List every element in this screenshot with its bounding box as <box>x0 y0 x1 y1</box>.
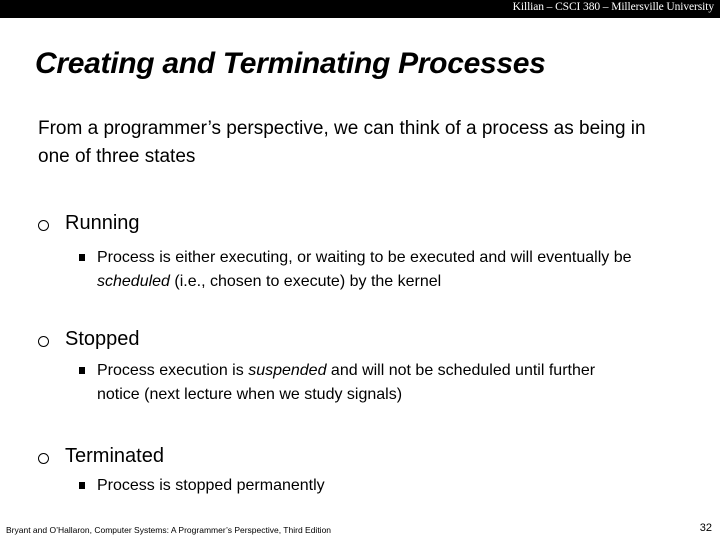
state-label: Running <box>65 212 140 234</box>
emphasis-term: scheduled <box>97 273 170 290</box>
state-detail-text: Process is either executing, or waiting to be executed and will eventually be scheduled (i.e., chosen to execute) by the kernel <box>97 249 632 290</box>
intro-text: From a programmer’s perspective, we can think of a process as being in one of three states <box>38 118 646 167</box>
square-bullet-icon <box>79 254 85 261</box>
state-label: Terminated <box>65 445 164 467</box>
circle-bullet-icon <box>38 453 49 464</box>
square-bullet-icon <box>79 367 85 374</box>
state-detail-terminated <box>79 474 639 498</box>
page-number: 32 <box>699 522 712 534</box>
state-label: Stopped <box>65 328 140 350</box>
circle-bullet-icon <box>38 336 49 347</box>
course-line: Killian – CSCI 380 – Millersville University <box>512 1 714 13</box>
emphasis-term: suspended <box>248 362 327 379</box>
state-detail-stopped <box>79 359 639 407</box>
state-detail-text: Process execution is suspended and will not be scheduled until further notice (next lecture when we study signals) <box>97 362 596 403</box>
header-bar <box>0 0 720 18</box>
state-detail-running <box>79 246 639 294</box>
square-bullet-icon <box>79 482 85 489</box>
footer-citation: Bryant and O’Hallaron, Computer Systems: A Programmer’s Perspective, Third Edition <box>6 525 332 535</box>
circle-bullet-icon <box>38 220 49 231</box>
state-detail-text: Process is stopped permanently <box>97 477 325 494</box>
slide-title: Creating and Terminating Processes <box>35 47 546 80</box>
